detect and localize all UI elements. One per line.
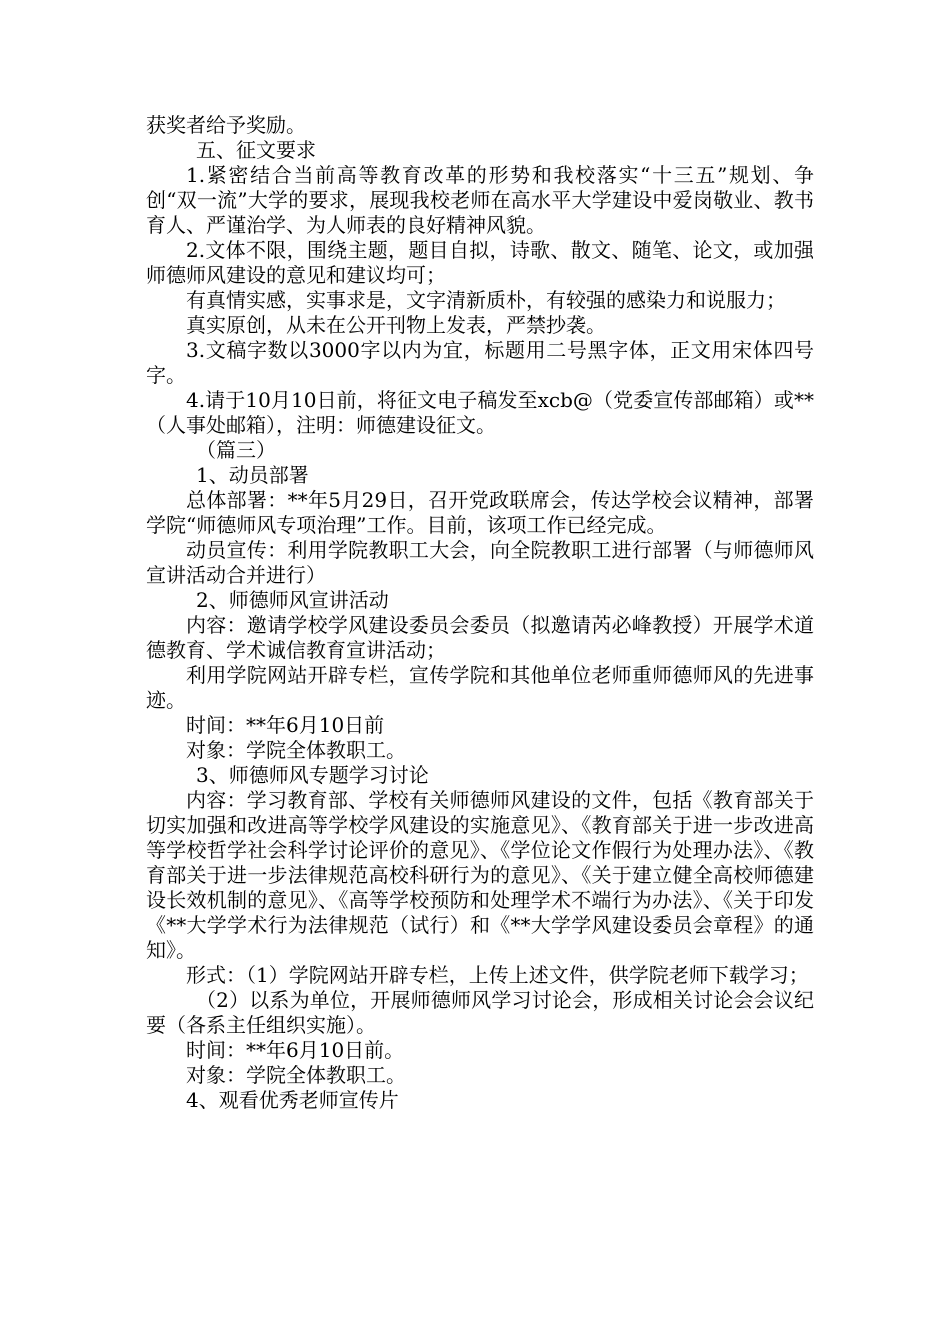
paragraph-lecture-audience: 对象：学院全体教职工。 bbox=[186, 738, 406, 762]
paragraph-requirement-1: 1.紧密结合当前高等教育改革的形势和我校落实“十三五”规划、争创“双一流”大学的要求，展现我校老师在高水平大学建设中爱岗敬业、教书育人、严谨治学、为人师表的良好精神风貌。 bbox=[146, 163, 814, 237]
paragraph-originality: 真实原创，从未在公开刊物上发表，严禁抄袭。 bbox=[186, 313, 606, 337]
section-heading-study-discussion: 3、师德师风专题学习讨论 bbox=[196, 763, 429, 787]
paragraph-sincerity: 有真情实感，实事求是，文字清新质朴，有较强的感染力和说服力； bbox=[186, 288, 786, 312]
section-heading-requirements: 五、征文要求 bbox=[196, 138, 316, 162]
paragraph-study-form: 形式：（1）学院网站开辟专栏，上传上述文件，供学院老师下载学习； bbox=[186, 963, 809, 987]
document-page bbox=[146, 113, 814, 1113]
paragraph-requirement-4: 4.请于10月10日前，将征文电子稿发至xcb@（党委宣传部邮箱）或**（人事处邮箱），注明：师德建设征文。 bbox=[146, 388, 814, 437]
paragraph-website-column: 利用学院网站开辟专栏，宣传学院和其他单位老师重师德师风的先进事迹。 bbox=[146, 663, 814, 712]
paragraph-lecture-content: 内容：邀请学校学风建设委员会委员（拟邀请芮必峰教授）开展学术道德教育、学术诚信教育宣讲活动； bbox=[146, 613, 814, 662]
section-heading-part-three: （篇三） bbox=[196, 438, 276, 462]
paragraph-lecture-time: 时间：**年6月10日前 bbox=[186, 713, 385, 737]
paragraph-study-time: 时间：**年6月10日前。 bbox=[186, 1038, 405, 1062]
paragraph-requirement-3: 3.文稿字数以3000字以内为宜，标题用二号黑字体，正文用宋体四号字。 bbox=[146, 338, 814, 387]
paragraph-study-content: 内容：学习教育部、学校有关师德师风建设的文件，包括《教育部关于切实加强和改进高等学校学风建设的实施意见》、《教育部关于进一步改进高等学校哲学社会科学讨论评价的意见》、《学位论文作假行为处理办法》、《教育部关于进一步法律规范高校科研行为的意见》、《关于建立健全高校师德建设长效机制的意见》、《高等学校预防和处理学术不端行为办法》、《关于印发《**大学学术行为法律规范（试行）和《**大学学风建设委员会章程》的通知》。 bbox=[146, 788, 814, 962]
section-heading-watch-film: 4、观看优秀老师宣传片 bbox=[186, 1088, 399, 1112]
paragraph-requirement-2: 2.文体不限，围绕主题，题目自拟，诗歌、散文、随笔、论文，或加强师德师风建设的意见和建议均可； bbox=[146, 238, 814, 287]
paragraph-study-form-2: （2）以系为单位，开展师德师风学习讨论会，形成相关讨论会会议纪要（各系主任组织实施）。 bbox=[146, 988, 814, 1037]
paragraph-study-audience: 对象：学院全体教职工。 bbox=[186, 1063, 406, 1087]
paragraph-overall-deployment: 总体部署：**年5月29日，召开党政联席会，传达学校会议精神，部署学院“师德师风专项治理”工作。目前，该项工作已经完成。 bbox=[146, 488, 814, 537]
section-heading-lecture-activity: 2、师德师风宣讲活动 bbox=[196, 588, 389, 612]
paragraph-award: 获奖者给予奖励。 bbox=[146, 113, 306, 137]
paragraph-mobilization-publicity: 动员宣传：利用学院教职工大会，向全院教职工进行部署（与师德师风宣讲活动合并进行） bbox=[146, 538, 814, 587]
section-heading-mobilization: 1、动员部署 bbox=[196, 463, 309, 487]
